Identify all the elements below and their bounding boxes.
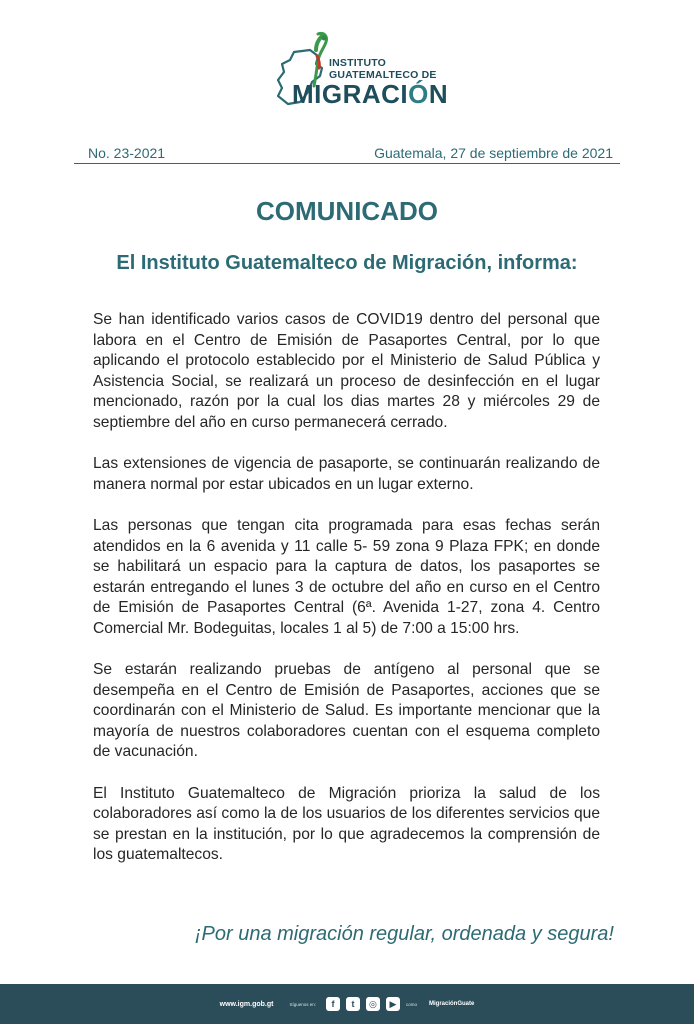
logo-line-3 xyxy=(292,80,448,108)
youtube-glyph: ▶ xyxy=(389,998,397,1009)
logo-line-2: GUATEMALTECO DE xyxy=(329,69,437,81)
paragraph-3: Las personas que tengan cita programada para esas fechas serán atendidos en la 6 avenida y 11 calle 5- 59 zona 9 Plaza FPK; en donde se habilitará un espacio para la captura de datos, los pasaportes se estarán entregando el lunes 3 de octubre del año en curso en el Centro de Emisión de Pasaportes Central (6ª. Avenida 1-27, zona 4. Centro Comercial Mr. Bodeguitas, locales 1 al 5) de 7:00 a 15:00 hrs. xyxy=(93,516,600,637)
facebook-icon[interactable] xyxy=(326,997,340,1011)
twitter-glyph: t xyxy=(351,998,355,1009)
document-number: No. 23-2021 xyxy=(88,145,166,161)
page-title: COMUNICADO xyxy=(256,196,438,226)
logo-line-3-accent: Ó xyxy=(408,79,429,109)
handle-label: como xyxy=(405,1001,417,1007)
paragraph-1: Se han identificado varios casos de COVID19 dentro del personal que labora en el Centro de Emisión de Pasaportes Central, por lo que aplicando el protocolo establecido por el Ministerio de Salud Pública y Asistencia Social, se realizará un proceso de desinfección en el lugar mencionado, razón por la cual los dias martes 28 y miércoles 29 de septiembre del año en curso permanecerá cerrado. xyxy=(93,311,600,431)
document-body xyxy=(93,310,600,887)
page-subtitle: El Instituto Guatemalteco de Migración, informa: xyxy=(116,252,578,274)
instagram-glyph: ◎ xyxy=(369,998,377,1009)
logo-line-3-end: N xyxy=(428,79,449,109)
paragraph-2: Las extensiones de vigencia de pasaporte, se continuarán realizando de manera normal por estar ubicados en un lugar externo. xyxy=(93,455,600,493)
document-date: Guatemala, 27 de septiembre de 2021 xyxy=(374,145,613,161)
website-link[interactable]: www.igm.gob.gt xyxy=(219,1000,274,1008)
youtube-icon[interactable] xyxy=(386,997,400,1011)
instagram-icon[interactable] xyxy=(366,997,380,1011)
twitter-icon[interactable] xyxy=(346,997,360,1011)
logo-line-1: INSTITUTO xyxy=(329,57,387,69)
header-divider xyxy=(74,163,620,164)
follow-label: Síguenos en: xyxy=(289,1001,316,1007)
paragraph-4: Se estarán realizando pruebas de antígeno al personal que se desempeña en el Centro de Emisión de Pasaportes, acciones que se coordinarán con el Ministerio de Salud. Es importante mencionar que la mayoría de nuestros colaboradores cuentan con el esquema completo de vacunación. xyxy=(93,661,600,761)
paragraph-5: El Instituto Guatemalteco de Migración prioriza la salud de los colaboradores así como la de los usuarios de los diferentes servicios que se prestan en la institución, por lo que agradecemos la comprensión de los guatemaltecos. xyxy=(93,784,600,864)
social-handle[interactable]: MigraciónGuate xyxy=(429,1001,475,1007)
facebook-glyph: f xyxy=(331,998,335,1009)
footer-content xyxy=(0,984,694,1024)
footer-bar xyxy=(0,984,694,1024)
logo-line-3-main: MIGRACI xyxy=(292,79,409,109)
slogan: ¡Por una migración regular, ordenada y segura! xyxy=(194,923,614,945)
